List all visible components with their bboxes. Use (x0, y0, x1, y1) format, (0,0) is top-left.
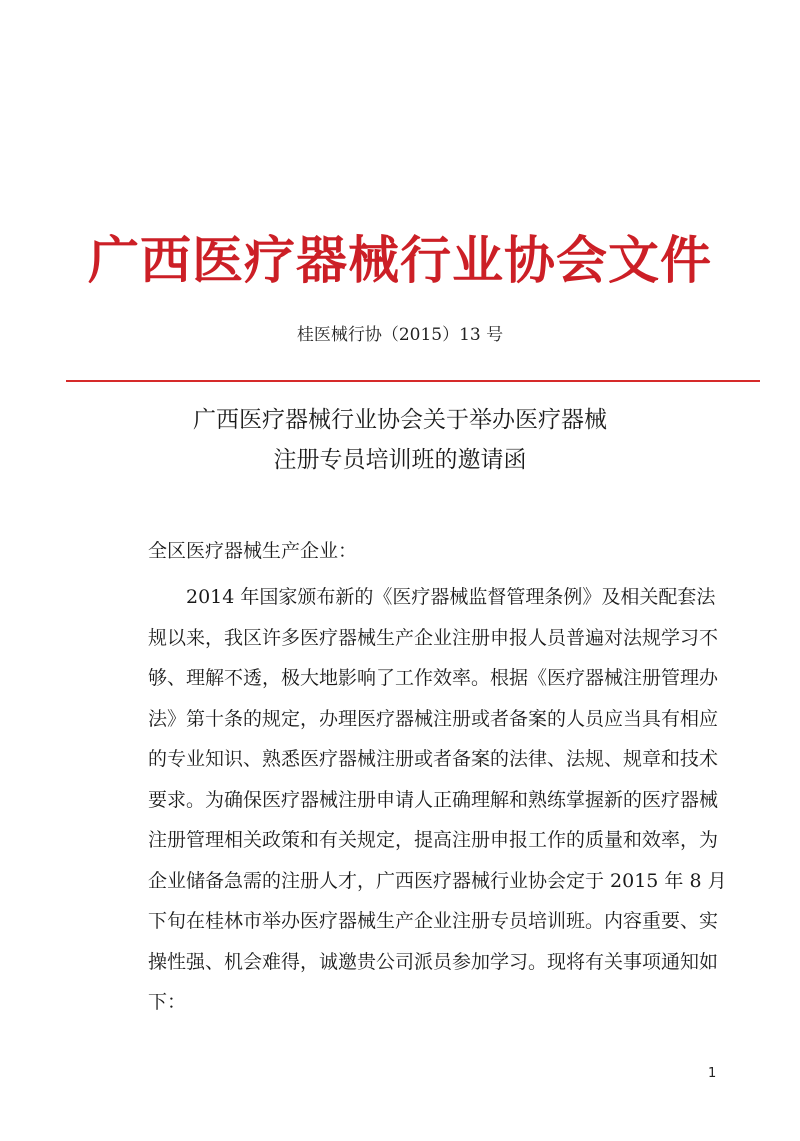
subject-line-2: 注册专员培训班的邀请函 (273, 447, 527, 473)
red-divider-line (66, 380, 760, 382)
document-subject (0, 400, 800, 480)
body-line: 2014 年国家颁布新的《医疗器械监督管理条例》及相关配套法 (148, 586, 716, 608)
body-line: 下旬在桂林市举办医疗器械生产企业注册专员培训班。内容重要、实 (148, 910, 719, 932)
body-paragraph (148, 577, 727, 1023)
body-line: 企业储备急需的注册人才，广西医疗器械行业协会定于 2015 年 8 月 (148, 869, 727, 892)
body-line: 的专业知识、熟悉医疗器械注册或者备案的法律、法规、规章和技术 (148, 748, 719, 770)
body-line: 够、理解不透，极大地影响了工作效率。根据《医疗器械注册管理办 (148, 667, 719, 689)
body-line: 规以来，我区许多医疗器械生产企业注册申报人员普遍对法规学习不 (148, 626, 719, 649)
body-line: 操性强、机会难得，诚邀贵公司派员参加学习。现将有关事项通知如 (148, 950, 719, 973)
document-header-title: 广西医疗器械行业协会文件 (87, 231, 712, 291)
page-number: 1 (708, 1066, 717, 1081)
body-line: 注册管理相关政策和有关规定，提高注册申报工作的质量和效率，为 (148, 829, 719, 851)
salutation: 全区医疗器械生产企业： (148, 540, 358, 562)
subject-line-1: 广西医疗器械行业协会关于举办医疗器械 (193, 407, 607, 433)
body-line: 下： (148, 991, 187, 1013)
document-number: 桂医械行协（2015）13 号 (296, 325, 504, 345)
body-line: 要求。为确保医疗器械注册申请人正确理解和熟练掌握新的医疗器械 (148, 788, 719, 811)
body-line: 法》第十条的规定，办理医疗器械注册或者备案的人员应当具有相应 (148, 707, 719, 730)
